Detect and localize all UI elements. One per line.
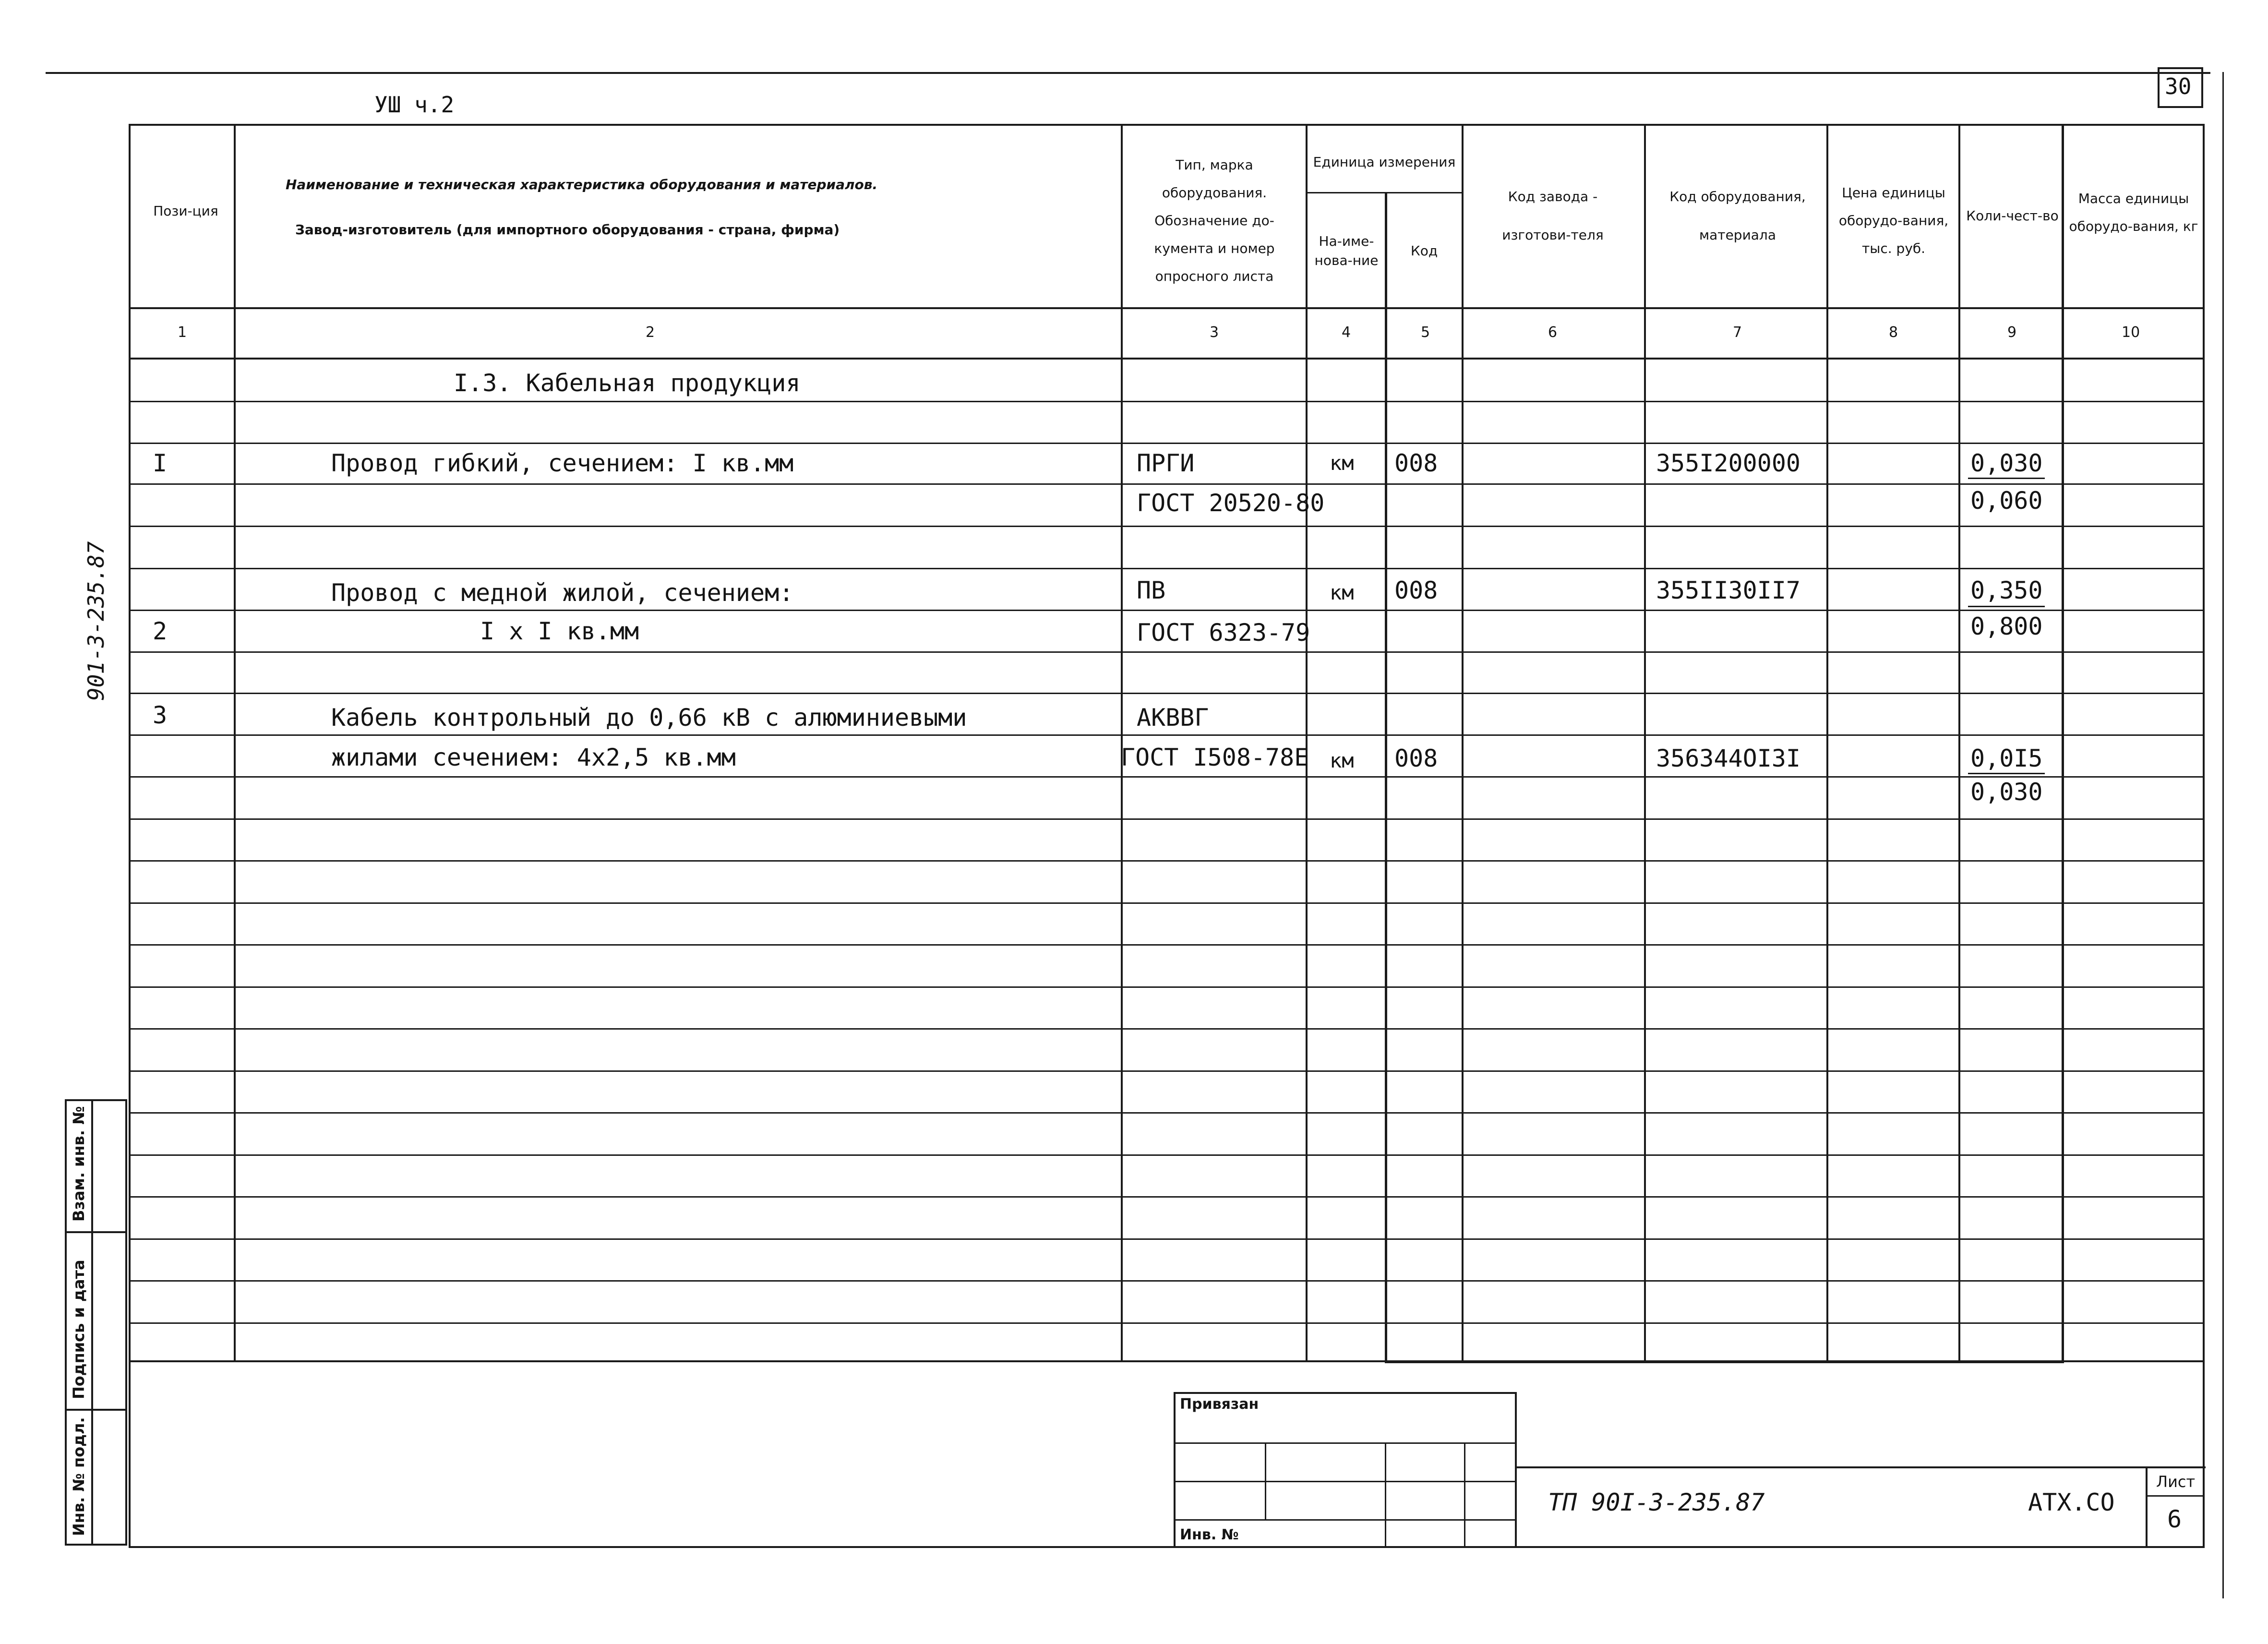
row-type: ГОСТ 6323-79: [1137, 619, 1310, 647]
row-unit-code: 008: [1394, 449, 1438, 477]
col-line: [1826, 124, 1828, 1362]
right-edge: [2222, 72, 2224, 1598]
unit-group-divider: [1306, 192, 1462, 193]
col-line: [1462, 124, 1464, 1362]
qty-underline: [1968, 773, 2045, 774]
row-name: Кабель контрольный до 0,66 кВ с алюминиевыми: [331, 704, 967, 732]
section-title: I.3. Кабельная продукция: [454, 369, 801, 397]
col-line: [1644, 124, 1646, 1362]
col-line: [1385, 192, 1387, 1363]
row-quantity: 0,030: [1970, 449, 2043, 477]
attached-label: Привязан: [1180, 1396, 1259, 1413]
colnum-bottom-line: [129, 358, 2205, 360]
row-position: 2: [153, 617, 168, 645]
row-name: Провод с медной жилой, сечением:: [331, 579, 794, 607]
col-number: 8: [1889, 324, 1898, 341]
row-line: [129, 1196, 2205, 1198]
row-line: [129, 651, 2205, 653]
row-name: жилами сечением: 4х2,5 кв.мм: [331, 744, 736, 771]
row-unit-code: 008: [1394, 744, 1438, 772]
row-type: ПРГИ: [1137, 449, 1195, 477]
side-stamp-divider: [91, 1099, 93, 1546]
stamp-vline: [1265, 1442, 1266, 1519]
col-number: 3: [1210, 324, 1219, 341]
header-name-line2: Завод-изготовитель (для импортного оборудования - страна, фирма): [295, 222, 840, 238]
row-line: [129, 860, 2205, 862]
header-material-code: Код оборудования, материала: [1669, 189, 1806, 243]
title-strip-top: [1517, 1466, 2206, 1468]
row-material-code: 355I200000: [1656, 449, 1801, 477]
stamp-vline: [1464, 1442, 1465, 1548]
col-number: 1: [178, 324, 187, 341]
side-sign-date: Подпись и дата: [70, 1260, 88, 1399]
row-quantity: 0,800: [1970, 612, 2043, 640]
col-number: 10: [2122, 324, 2140, 341]
header-price: Цена единицы оборудо-вания, тыс. руб.: [1838, 185, 1949, 256]
header-unit-name: На-име-нова-ние: [1314, 233, 1379, 268]
row-type: ПВ: [1137, 576, 1166, 604]
row-line: [129, 1322, 2205, 1324]
section-ref: УШ ч.2: [374, 92, 455, 118]
header-factory-code: Код завода - изготови-теля: [1502, 189, 1604, 243]
qty-underline: [1968, 606, 2045, 607]
row-position: I: [153, 449, 168, 477]
sheet-value: 6: [2167, 1505, 2182, 1533]
row-type: ГОСТ 20520-80: [1137, 489, 1325, 517]
row-line: [129, 1154, 2205, 1156]
side-stamp-row: [65, 1409, 127, 1411]
col-number: 5: [1421, 324, 1430, 341]
row-position: 3: [153, 701, 168, 729]
row-material-code: 355II30II7: [1656, 576, 1801, 604]
row-unit: км: [1330, 581, 1354, 604]
row-line: [129, 526, 2205, 527]
inv-no-label: Инв. №: [1180, 1526, 1239, 1543]
header-quantity: Коли-чест-во: [1966, 208, 2059, 224]
col-number: 7: [1733, 324, 1742, 341]
col-number: 2: [646, 324, 655, 341]
side-stamp-row: [65, 1231, 127, 1233]
col-line: [234, 124, 236, 1362]
row-quantity: 0,030: [1970, 778, 2043, 806]
row-type: АКВВГ: [1137, 704, 1209, 732]
row-unit: км: [1330, 749, 1354, 772]
doc-mark: АТХ.СО: [2028, 1488, 2115, 1516]
side-inv-original: Инв. № подл.: [70, 1417, 88, 1536]
sheet-box-left: [2146, 1466, 2148, 1548]
row-line: [129, 1070, 2205, 1072]
row-line: [129, 986, 2205, 988]
row-line: [129, 1112, 2205, 1114]
row-name: I x I кв.мм: [480, 617, 639, 645]
row-unit: км: [1330, 451, 1354, 475]
row-material-code: 356344OI3I: [1656, 744, 1801, 772]
row-line: [129, 1238, 2205, 1240]
sheet-box-mid: [2146, 1495, 2205, 1497]
col-number: 4: [1342, 324, 1351, 341]
row-line: [129, 734, 2205, 736]
header-type: Тип, марка оборудования. Обозначение до-кумента и номер опросного листа: [1154, 157, 1275, 284]
side-replaces-inv: Взам. инв. №: [70, 1106, 88, 1222]
row-line: [129, 1280, 2205, 1282]
row-name: Провод гибкий, сечением: I кв.мм: [331, 449, 794, 477]
header-unit-group: Единица измерения: [1313, 154, 1456, 170]
row-line: [129, 902, 2205, 904]
row-quantity: 0,0I5: [1970, 744, 2043, 772]
row-line: [129, 443, 2205, 444]
row-line: [129, 776, 2205, 778]
row-line: [129, 1028, 2205, 1030]
row-line: [129, 568, 2205, 569]
doc-code: ТП 90I-3-235.87: [1548, 1488, 1765, 1516]
side-doc-ref: 901-3-235.87: [83, 541, 109, 701]
qty-underline: [1968, 478, 2045, 479]
row-line: [129, 483, 2205, 485]
row-line: [129, 693, 2205, 694]
stamp-vline: [1385, 1442, 1386, 1548]
sheet-number: 30: [2165, 73, 2192, 99]
row-line: [129, 818, 2205, 820]
header-mass: Масса единицы оборудо-вания, кг: [2069, 190, 2198, 234]
header-unit-code: Код: [1410, 242, 1438, 259]
row-line: [129, 610, 2205, 611]
row-unit-code: 008: [1394, 576, 1438, 604]
bottom-frame: [129, 1361, 2205, 1548]
top-rule: [46, 72, 2210, 74]
header-bottom-line: [129, 307, 2205, 309]
col-number: 9: [2007, 324, 2017, 341]
row-type: ГОСТ I508-78Е: [1121, 744, 1309, 771]
col-line: [1958, 124, 1960, 1362]
col-line: [2062, 124, 2064, 1362]
col-number: 6: [1548, 324, 1558, 341]
row-line: [129, 944, 2205, 946]
header-position: Пози-ция: [153, 203, 218, 219]
sheet-label: Лист: [2156, 1473, 2196, 1491]
row-quantity: 0,350: [1970, 576, 2043, 604]
row-quantity: 0,060: [1970, 487, 2043, 515]
row-line: [129, 401, 2205, 402]
header-name-line1: Наименование и техническая характеристика оборудования и материалов.: [286, 177, 878, 192]
